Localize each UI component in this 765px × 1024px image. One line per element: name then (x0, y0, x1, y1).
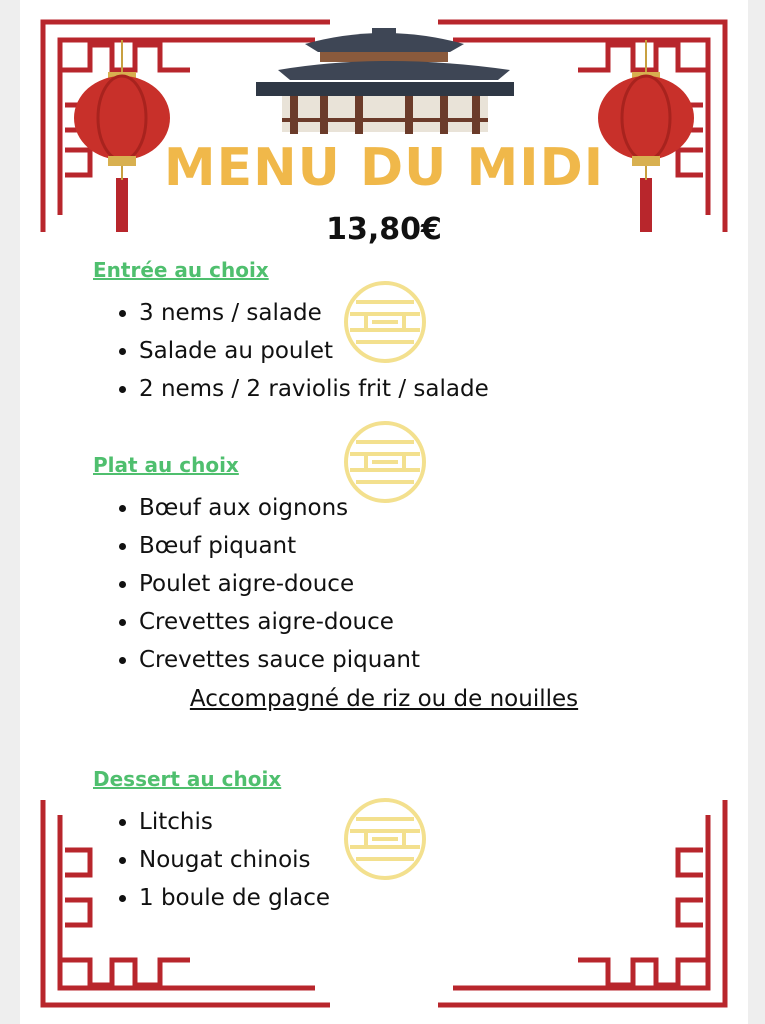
list-item: • Crevettes sauce piquant (139, 641, 420, 679)
list-item: • Crevettes aigre-douce (139, 603, 420, 641)
list-item: • 2 nems / 2 raviolis frit / salade (139, 370, 489, 408)
list-item: • 1 boule de glace (139, 879, 330, 917)
list-item: • Litchis (139, 803, 330, 841)
chinese-knot-motif-icon (342, 797, 428, 881)
accompaniment-note: Accompagné de riz ou de nouilles (189, 686, 579, 712)
list-item: • Nougat chinois (139, 841, 330, 879)
menu-price: 13,80€ (326, 212, 442, 247)
list-item: • Salade au poulet (139, 332, 489, 370)
lantern-icon (20, 0, 748, 240)
list-item: • 3 nems / salade (139, 294, 489, 332)
section-heading-entree: Entrée au choix (93, 258, 269, 282)
section-heading-dessert: Dessert au choix (93, 767, 282, 791)
menu-page (20, 0, 748, 1024)
section-heading-plat: Plat au choix (93, 453, 239, 477)
list-item: • Poulet aigre-douce (139, 565, 420, 603)
entree-list (93, 294, 489, 408)
dessert-list (93, 803, 330, 917)
plat-list (93, 489, 420, 679)
menu-title: MENU DU MIDI (163, 138, 605, 198)
list-item: • Bœuf aux oignons (139, 489, 420, 527)
list-item: • Bœuf piquant (139, 527, 420, 565)
